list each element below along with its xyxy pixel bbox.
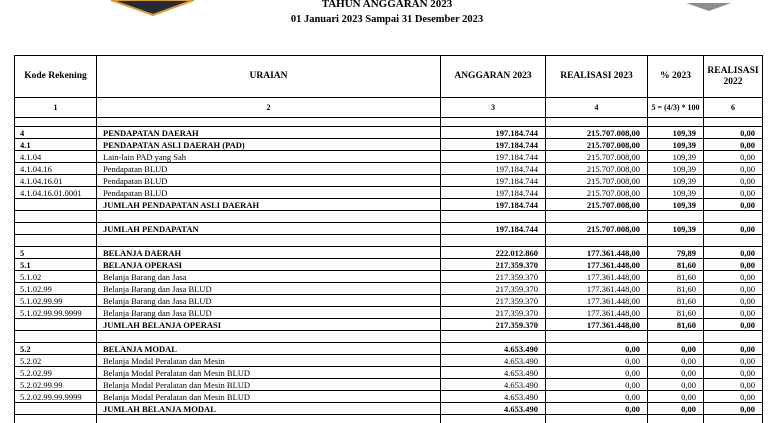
table-row xyxy=(15,403,763,415)
cell-anggaran xyxy=(441,415,546,423)
cell-anggaran: 197.184.744 xyxy=(441,187,546,199)
cell-kode xyxy=(15,415,97,423)
table-row xyxy=(15,199,763,211)
cell-kode: 5.2.02.99.99.9999 xyxy=(15,391,97,403)
cell-kode: 4.1 xyxy=(15,139,97,151)
table-row xyxy=(15,367,763,379)
cell-realisasi_2023 xyxy=(546,235,648,247)
col-header-kode-rekening: Kode Rekening xyxy=(15,56,97,98)
cell-pct: 0,00 xyxy=(648,391,704,403)
cell-pct: 0,00 xyxy=(648,343,704,355)
col-header-anggaran-2023: ANGGARAN 2023 xyxy=(441,56,546,98)
budget-realization-table xyxy=(14,55,763,423)
cell-kode: 4.1.04.16 xyxy=(15,163,97,175)
col-header-uraian: URAIAN xyxy=(97,56,441,98)
cell-realisasi_2022: 0,00 xyxy=(704,391,763,403)
table-row xyxy=(15,247,763,259)
col-header-realisasi-2023: REALISASI 2023 xyxy=(546,56,648,98)
cell-realisasi_2023: 177.361.448,00 xyxy=(546,283,648,295)
cell-realisasi_2023 xyxy=(546,331,648,343)
cell-realisasi_2022: 0,00 xyxy=(704,259,763,271)
cell-realisasi_2022: 0,00 xyxy=(704,319,763,331)
cell-pct xyxy=(648,235,704,247)
table-row xyxy=(15,391,763,403)
cell-kode xyxy=(15,235,97,247)
cell-pct: 109,39 xyxy=(648,199,704,211)
cell-realisasi_2023: 215.707.008,00 xyxy=(546,175,648,187)
cell-realisasi_2023: 215.707.008,00 xyxy=(546,163,648,175)
cell-pct: 81,60 xyxy=(648,271,704,283)
cell-realisasi_2022: 0,00 xyxy=(704,247,763,259)
cell-realisasi_2022: 0,00 xyxy=(704,355,763,367)
table-row xyxy=(15,223,763,235)
cell-uraian: Pendapatan BLUD xyxy=(97,175,441,187)
cell-realisasi_2022 xyxy=(704,235,763,247)
cell-pct: 109,39 xyxy=(648,175,704,187)
cell-uraian: BELANJA DAERAH xyxy=(97,247,441,259)
cell-anggaran: 4.653.490 xyxy=(441,343,546,355)
table-row xyxy=(15,187,763,199)
cell-realisasi_2023: 177.361.448,00 xyxy=(546,259,648,271)
cell-kode xyxy=(15,403,97,415)
cell-anggaran: 197.184.744 xyxy=(441,139,546,151)
cell-kode: 4 xyxy=(15,127,97,139)
table-row xyxy=(15,307,763,319)
cell-anggaran: 4.653.490 xyxy=(441,391,546,403)
cell-pct: 0,00 xyxy=(648,367,704,379)
cell-realisasi_2023: 177.361.448,00 xyxy=(546,307,648,319)
cell-realisasi_2023: 215.707.008,00 xyxy=(546,187,648,199)
cell-realisasi_2023: 177.361.448,00 xyxy=(546,295,648,307)
cell-anggaran: 4.653.490 xyxy=(441,367,546,379)
cell-pct: 81,60 xyxy=(648,259,704,271)
cell-uraian: Belanja Barang dan Jasa BLUD xyxy=(97,283,441,295)
cell-pct: 81,60 xyxy=(648,307,704,319)
cell-kode: 4.1.04.16.01.0001 xyxy=(15,187,97,199)
cell-kode: 5.2.02.99 xyxy=(15,367,97,379)
cell-realisasi_2022: 0,00 xyxy=(704,187,763,199)
cell-uraian xyxy=(97,415,441,423)
cell-uraian: JUMLAH PENDAPATAN xyxy=(97,223,441,235)
table-row xyxy=(15,127,763,139)
cell-kode: 5 xyxy=(15,247,97,259)
table-row xyxy=(15,295,763,307)
cell-realisasi_2022: 0,00 xyxy=(704,127,763,139)
cell-pct: 109,39 xyxy=(648,139,704,151)
cell-uraian: Belanja Modal Peralatan dan Mesin xyxy=(97,355,441,367)
cell-pct: 109,39 xyxy=(648,223,704,235)
cell-anggaran: 4.653.490 xyxy=(441,403,546,415)
cell-kode xyxy=(15,331,97,343)
cell-realisasi_2023: 215.707.008,00 xyxy=(546,139,648,151)
cell-anggaran: 197.184.744 xyxy=(441,127,546,139)
cell-uraian: Belanja Barang dan Jasa BLUD xyxy=(97,307,441,319)
table-row xyxy=(15,331,763,343)
cell-kode: 4.1.04 xyxy=(15,151,97,163)
cell-realisasi_2022: 0,00 xyxy=(704,223,763,235)
cell-anggaran: 4.653.490 xyxy=(441,379,546,391)
cell-realisasi_2022: 0,00 xyxy=(704,175,763,187)
cell-anggaran: 197.184.744 xyxy=(441,223,546,235)
table-row xyxy=(15,175,763,187)
cell-realisasi_2023: 215.707.008,00 xyxy=(546,151,648,163)
cell-anggaran: 217.359.370 xyxy=(441,319,546,331)
cell-realisasi_2023: 177.361.448,00 xyxy=(546,247,648,259)
cell-kode: 4.1.04.16.01 xyxy=(15,175,97,187)
table-row xyxy=(15,259,763,271)
cell-realisasi_2023: 0,00 xyxy=(546,367,648,379)
cell-pct: 109,39 xyxy=(648,151,704,163)
cell-anggaran: 217.359.370 xyxy=(441,259,546,271)
cell-realisasi_2022 xyxy=(704,331,763,343)
col-number-1: 1 xyxy=(15,98,97,118)
cell-uraian xyxy=(97,331,441,343)
col-header-realisasi-2022: REALISASI 2022 xyxy=(704,56,763,98)
cell-kode xyxy=(15,211,97,223)
table-row xyxy=(15,139,763,151)
col-header-pct-2023: % 2023 xyxy=(648,56,704,98)
table-row xyxy=(15,211,763,223)
cell-realisasi_2023: 0,00 xyxy=(546,391,648,403)
cell-realisasi_2022: 0,00 xyxy=(704,271,763,283)
cell-kode: 5.1.02 xyxy=(15,271,97,283)
cell-pct: 81,60 xyxy=(648,319,704,331)
cell-realisasi_2022: 0,00 xyxy=(704,199,763,211)
cell-uraian: PENDAPATAN ASLI DAERAH (PAD) xyxy=(97,139,441,151)
table-row xyxy=(15,319,763,331)
cell-anggaran: 222.012.860 xyxy=(441,247,546,259)
cell-kode xyxy=(15,319,97,331)
cell-kode xyxy=(15,223,97,235)
cell-kode: 5.1.02.99.99.9999 xyxy=(15,307,97,319)
cell-realisasi_2023: 0,00 xyxy=(546,355,648,367)
table-body xyxy=(15,127,763,423)
cell-uraian: JUMLAH BELANJA MODAL xyxy=(97,403,441,415)
cell-pct: 109,39 xyxy=(648,187,704,199)
cell-kode: 5.2.02.99.99 xyxy=(15,379,97,391)
cell-kode: 5.1.02.99.99 xyxy=(15,295,97,307)
cell-uraian: JUMLAH BELANJA OPERASI xyxy=(97,319,441,331)
column-number-row xyxy=(15,98,763,118)
cell-uraian: Pendapatan BLUD xyxy=(97,187,441,199)
cell-pct: 109,39 xyxy=(648,127,704,139)
cell-realisasi_2022: 0,00 xyxy=(704,343,763,355)
table-row xyxy=(15,415,763,423)
cell-kode: 5.2.02 xyxy=(15,355,97,367)
cell-anggaran: 217.359.370 xyxy=(441,307,546,319)
cell-kode: 5.1.02.99 xyxy=(15,283,97,295)
table-row xyxy=(15,235,763,247)
cell-realisasi_2023: 215.707.008,00 xyxy=(546,223,648,235)
cell-uraian: Pendapatan BLUD xyxy=(97,163,441,175)
cell-uraian: Belanja Modal Peralatan dan Mesin BLUD xyxy=(97,367,441,379)
cell-anggaran: 217.359.370 xyxy=(441,283,546,295)
cell-anggaran xyxy=(441,331,546,343)
cell-uraian: Belanja Modal Peralatan dan Mesin BLUD xyxy=(97,391,441,403)
cell-realisasi_2022 xyxy=(704,211,763,223)
cell-realisasi_2023: 0,00 xyxy=(546,403,648,415)
cell-pct: 0,00 xyxy=(648,379,704,391)
cell-uraian: Belanja Barang dan Jasa xyxy=(97,271,441,283)
cell-anggaran: 217.359.370 xyxy=(441,295,546,307)
cell-realisasi_2022: 0,00 xyxy=(704,163,763,175)
spacer-row xyxy=(15,118,763,127)
cell-kode: 5.2 xyxy=(15,343,97,355)
cell-realisasi_2023 xyxy=(546,211,648,223)
cell-kode: 5.1 xyxy=(15,259,97,271)
cell-anggaran xyxy=(441,211,546,223)
cell-realisasi_2022 xyxy=(704,415,763,423)
cell-realisasi_2023: 215.707.008,00 xyxy=(546,199,648,211)
cell-realisasi_2023: 0,00 xyxy=(546,343,648,355)
cell-uraian: Lain-lain PAD yang Sah xyxy=(97,151,441,163)
cell-realisasi_2022: 0,00 xyxy=(704,295,763,307)
table-row xyxy=(15,343,763,355)
cell-pct: 0,00 xyxy=(648,355,704,367)
cell-pct: 109,39 xyxy=(648,163,704,175)
cell-anggaran: 197.184.744 xyxy=(441,199,546,211)
table-row xyxy=(15,355,763,367)
table-row xyxy=(15,151,763,163)
cell-realisasi_2022: 0,00 xyxy=(704,307,763,319)
cell-uraian xyxy=(97,235,441,247)
cell-anggaran: 4.653.490 xyxy=(441,355,546,367)
cell-realisasi_2023: 0,00 xyxy=(546,379,648,391)
cell-anggaran xyxy=(441,235,546,247)
cell-realisasi_2023: 215.707.008,00 xyxy=(546,127,648,139)
period-subtitle: 01 Januari 2023 Sampai 31 Desember 2023 xyxy=(290,14,484,25)
cell-pct: 0,00 xyxy=(648,403,704,415)
cell-pct xyxy=(648,331,704,343)
cell-uraian: BELANJA OPERASI xyxy=(97,259,441,271)
cell-pct: 81,60 xyxy=(648,295,704,307)
cell-kode xyxy=(15,199,97,211)
cell-uraian: Belanja Barang dan Jasa BLUD xyxy=(97,295,441,307)
col-number-4: 4 xyxy=(546,98,648,118)
col-number-6: 6 xyxy=(704,98,763,118)
cell-pct: 81,60 xyxy=(648,283,704,295)
cell-pct: 79,89 xyxy=(648,247,704,259)
fiscal-year-title: TAHUN ANGGARAN 2023 xyxy=(321,0,453,10)
cell-anggaran: 197.184.744 xyxy=(441,163,546,175)
table-row xyxy=(15,283,763,295)
cell-realisasi_2023: 177.361.448,00 xyxy=(546,271,648,283)
cell-realisasi_2023 xyxy=(546,415,648,423)
cell-anggaran: 197.184.744 xyxy=(441,151,546,163)
col-number-5: 5 = (4/3) * 100 xyxy=(648,98,704,118)
cell-realisasi_2022: 0,00 xyxy=(704,367,763,379)
cell-realisasi_2022: 0,00 xyxy=(704,283,763,295)
cell-pct xyxy=(648,415,704,423)
col-number-2: 2 xyxy=(97,98,441,118)
cell-anggaran: 197.184.744 xyxy=(441,175,546,187)
cell-uraian: JUMLAH PENDAPATAN ASLI DAERAH xyxy=(97,199,441,211)
cell-realisasi_2022: 0,00 xyxy=(704,379,763,391)
cell-uraian: PENDAPATAN DAERAH xyxy=(97,127,441,139)
cell-uraian xyxy=(97,211,441,223)
col-number-3: 3 xyxy=(441,98,546,118)
cell-realisasi_2022: 0,00 xyxy=(704,139,763,151)
cell-anggaran: 217.359.370 xyxy=(441,271,546,283)
cell-pct xyxy=(648,211,704,223)
cell-realisasi_2022: 0,00 xyxy=(704,403,763,415)
table-header-row xyxy=(15,56,763,98)
table-row xyxy=(15,271,763,283)
cell-uraian: Belanja Modal Peralatan dan Mesin BLUD xyxy=(97,379,441,391)
cell-realisasi_2023: 177.361.448,00 xyxy=(546,319,648,331)
table-row xyxy=(15,163,763,175)
cell-uraian: BELANJA MODAL xyxy=(97,343,441,355)
table-row xyxy=(15,379,763,391)
cell-realisasi_2022: 0,00 xyxy=(704,151,763,163)
